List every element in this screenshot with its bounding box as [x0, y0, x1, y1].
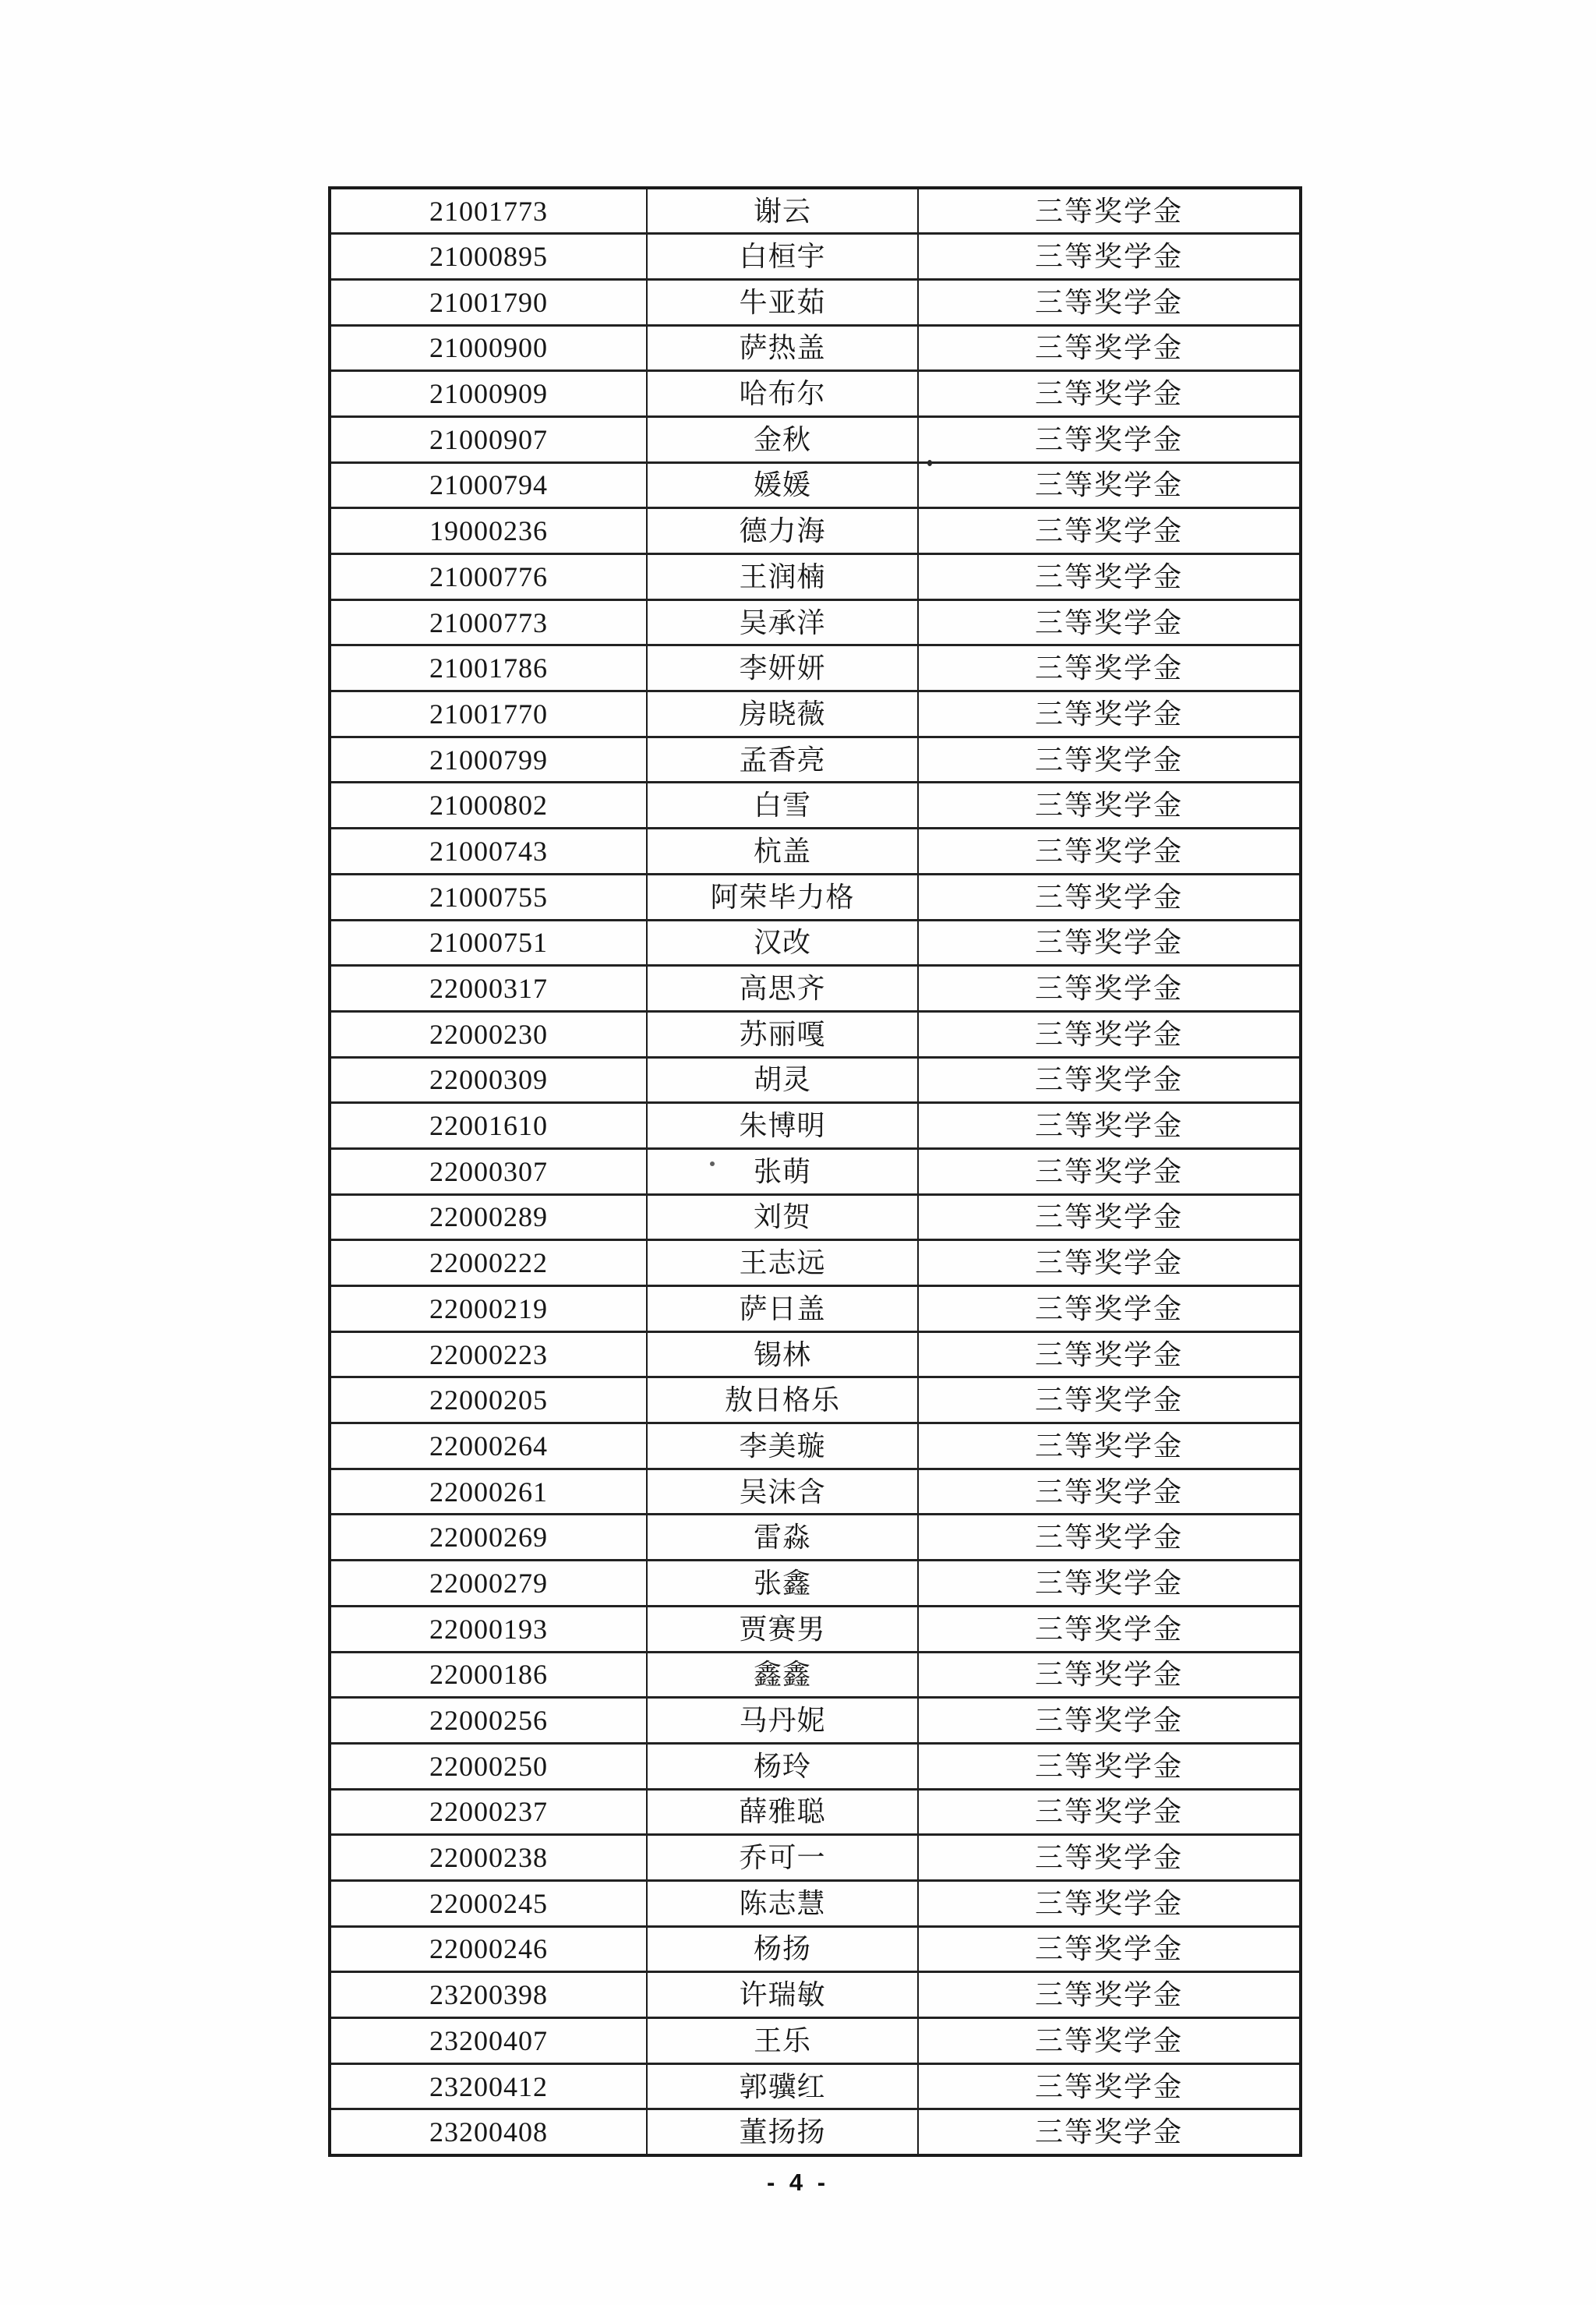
student-name-cell: 金秋 [647, 416, 918, 462]
award-level-cell: 三等奖学金 [918, 1194, 1301, 1240]
table-row [330, 1652, 1301, 1698]
student-id-cell: 21000802 [330, 783, 647, 829]
table-row [330, 1926, 1301, 1972]
student-name-cell: 朱博明 [647, 1103, 918, 1149]
student-id-cell: 21000799 [330, 737, 647, 783]
student-id-cell: 22000219 [330, 1286, 647, 1332]
student-id-cell: 21001790 [330, 279, 647, 325]
award-level-cell: 三等奖学金 [918, 1926, 1301, 1972]
award-level-cell: 三等奖学金 [918, 371, 1301, 417]
student-id-cell: 23200407 [330, 2018, 647, 2064]
student-id-cell: 21000907 [330, 416, 647, 462]
award-level-cell: 三等奖学金 [918, 234, 1301, 280]
table-row [330, 279, 1301, 325]
table-row [330, 1743, 1301, 1789]
page-number: - 4 - [766, 2169, 830, 2196]
student-id-cell: 22000269 [330, 1515, 647, 1561]
student-id-cell: 22000246 [330, 1926, 647, 1972]
award-level-cell: 三等奖学金 [918, 966, 1301, 1012]
student-id-cell: 22000307 [330, 1148, 647, 1194]
student-id-cell: 22000193 [330, 1606, 647, 1652]
award-level-cell: 三等奖学金 [918, 416, 1301, 462]
student-name-cell: 德力海 [647, 508, 918, 554]
table-row [330, 1880, 1301, 1926]
student-id-cell: 22000261 [330, 1469, 647, 1515]
award-level-cell: 三等奖学金 [918, 2063, 1301, 2109]
student-id-cell: 22000309 [330, 1057, 647, 1103]
student-name-cell: 孟香亮 [647, 737, 918, 783]
student-id-cell: 19000236 [330, 508, 647, 554]
table-row [330, 1515, 1301, 1561]
student-id-cell: 21000743 [330, 829, 647, 875]
student-name-cell: 贾赛男 [647, 1606, 918, 1652]
student-name-cell: 杨玲 [647, 1743, 918, 1789]
table-row [330, 371, 1301, 417]
table-row [330, 1835, 1301, 1881]
table-row [330, 874, 1301, 920]
student-id-cell: 22000317 [330, 966, 647, 1012]
student-id-cell: 21000776 [330, 554, 647, 600]
student-id-cell: 22000279 [330, 1561, 647, 1607]
table-row [330, 737, 1301, 783]
award-level-cell: 三等奖学金 [918, 1972, 1301, 2018]
award-level-cell: 三等奖学金 [918, 1880, 1301, 1926]
award-level-cell: 三等奖学金 [918, 188, 1301, 234]
award-level-cell: 三等奖学金 [918, 554, 1301, 600]
student-name-cell: 薛雅聪 [647, 1789, 918, 1835]
award-level-cell: 三等奖学金 [918, 645, 1301, 691]
student-id-cell: 21001786 [330, 645, 647, 691]
table-row [330, 1789, 1301, 1835]
table-row [330, 1286, 1301, 1332]
award-level-cell: 三等奖学金 [918, 737, 1301, 783]
award-level-cell: 三等奖学金 [918, 599, 1301, 645]
award-level-cell: 三等奖学金 [918, 508, 1301, 554]
table-row [330, 691, 1301, 737]
student-id-cell: 22000250 [330, 1743, 647, 1789]
table-row [330, 1423, 1301, 1469]
table-row [330, 554, 1301, 600]
award-level-cell: 三等奖学金 [918, 1240, 1301, 1286]
student-id-cell: 23200398 [330, 1972, 647, 2018]
student-id-cell: 22000222 [330, 1240, 647, 1286]
student-name-cell: 杨扬 [647, 1926, 918, 1972]
student-id-cell: 22000256 [330, 1698, 647, 1744]
student-id-cell: 21000895 [330, 234, 647, 280]
table-row [330, 1561, 1301, 1607]
student-name-cell: 李妍妍 [647, 645, 918, 691]
award-level-cell: 三等奖学金 [918, 1423, 1301, 1469]
table-row [330, 1103, 1301, 1149]
table-row [330, 2109, 1301, 2155]
table-row [330, 416, 1301, 462]
student-id-cell: 22001610 [330, 1103, 647, 1149]
student-name-cell: 乔可一 [647, 1835, 918, 1881]
student-name-cell: 王志远 [647, 1240, 918, 1286]
student-name-cell: 王润楠 [647, 554, 918, 600]
student-id-cell: 21000909 [330, 371, 647, 417]
student-name-cell: 董扬扬 [647, 2109, 918, 2155]
student-name-cell: 许瑞敏 [647, 1972, 918, 2018]
table-row [330, 1148, 1301, 1194]
table-row [330, 1331, 1301, 1377]
student-id-cell: 22000289 [330, 1194, 647, 1240]
student-id-cell: 21000773 [330, 599, 647, 645]
student-name-cell: 谢云 [647, 188, 918, 234]
student-id-cell: 21001770 [330, 691, 647, 737]
award-level-cell: 三等奖学金 [918, 1652, 1301, 1698]
student-name-cell: 苏丽嘎 [647, 1011, 918, 1057]
student-name-cell: 马丹妮 [647, 1698, 918, 1744]
student-name-cell: 敖日格乐 [647, 1377, 918, 1423]
award-level-cell: 三等奖学金 [918, 1743, 1301, 1789]
student-id-cell: 23200412 [330, 2063, 647, 2109]
student-name-cell: 张萌 [647, 1148, 918, 1194]
student-id-cell: 23200408 [330, 2109, 647, 2155]
award-level-cell: 三等奖学金 [918, 462, 1301, 508]
student-name-cell: 吴承洋 [647, 599, 918, 645]
table-row [330, 2063, 1301, 2109]
table-row [330, 1240, 1301, 1286]
table-row [330, 1469, 1301, 1515]
table-row [330, 783, 1301, 829]
award-level-cell: 三等奖学金 [918, 1057, 1301, 1103]
award-level-cell: 三等奖学金 [918, 920, 1301, 966]
table-row [330, 1972, 1301, 2018]
student-name-cell: 张鑫 [647, 1561, 918, 1607]
table-row [330, 599, 1301, 645]
student-name-cell: 牛亚茹 [647, 279, 918, 325]
student-name-cell: 锡林 [647, 1331, 918, 1377]
table-row [330, 966, 1301, 1012]
award-level-cell: 三等奖学金 [918, 1286, 1301, 1332]
student-name-cell: 白雪 [647, 783, 918, 829]
student-name-cell: 吴沫含 [647, 1469, 918, 1515]
student-id-cell: 21000751 [330, 920, 647, 966]
student-id-cell: 22000264 [330, 1423, 647, 1469]
student-name-cell: 陈志慧 [647, 1880, 918, 1926]
table-row [330, 1606, 1301, 1652]
student-id-cell: 21001773 [330, 188, 647, 234]
student-name-cell: 杭盖 [647, 829, 918, 875]
student-id-cell: 22000237 [330, 1789, 647, 1835]
table-row [330, 1194, 1301, 1240]
table-row [330, 1057, 1301, 1103]
student-name-cell: 白桓宇 [647, 234, 918, 280]
student-name-cell: 萨日盖 [647, 1286, 918, 1332]
table-row [330, 829, 1301, 875]
student-name-cell: 房晓薇 [647, 691, 918, 737]
award-level-cell: 三等奖学金 [918, 1148, 1301, 1194]
table-row [330, 920, 1301, 966]
table-row [330, 645, 1301, 691]
student-id-cell: 22000223 [330, 1331, 647, 1377]
student-id-cell: 22000205 [330, 1377, 647, 1423]
student-id-cell: 21000755 [330, 874, 647, 920]
table-row [330, 508, 1301, 554]
award-level-cell: 三等奖学金 [918, 1331, 1301, 1377]
scholarship-table [328, 186, 1302, 2157]
table-row [330, 234, 1301, 280]
student-name-cell: 郭骥红 [647, 2063, 918, 2109]
table-row [330, 325, 1301, 371]
award-level-cell: 三等奖学金 [918, 691, 1301, 737]
student-name-cell: 鑫鑫 [647, 1652, 918, 1698]
student-name-cell: 胡灵 [647, 1057, 918, 1103]
award-level-cell: 三等奖学金 [918, 1515, 1301, 1561]
student-name-cell: 高思齐 [647, 966, 918, 1012]
student-name-cell: 刘贺 [647, 1194, 918, 1240]
student-name-cell: 媛媛 [647, 462, 918, 508]
award-level-cell: 三等奖学金 [918, 1469, 1301, 1515]
award-level-cell: 三等奖学金 [918, 1789, 1301, 1835]
student-name-cell: 阿荣毕力格 [647, 874, 918, 920]
student-id-cell: 22000238 [330, 1835, 647, 1881]
award-level-cell: 三等奖学金 [918, 1561, 1301, 1607]
table-row [330, 188, 1301, 234]
table-row [330, 462, 1301, 508]
award-level-cell: 三等奖学金 [918, 829, 1301, 875]
scan-speck [710, 1161, 715, 1166]
table-row [330, 1377, 1301, 1423]
award-level-cell: 三等奖学金 [918, 783, 1301, 829]
student-id-cell: 21000900 [330, 325, 647, 371]
award-level-cell: 三等奖学金 [918, 1377, 1301, 1423]
student-name-cell: 雷淼 [647, 1515, 918, 1561]
student-name-cell: 王乐 [647, 2018, 918, 2064]
award-level-cell: 三等奖学金 [918, 874, 1301, 920]
student-id-cell: 21000794 [330, 462, 647, 508]
award-level-cell: 三等奖学金 [918, 1011, 1301, 1057]
student-name-cell: 萨热盖 [647, 325, 918, 371]
table-row [330, 1698, 1301, 1744]
student-name-cell: 李美璇 [647, 1423, 918, 1469]
table-row [330, 1011, 1301, 1057]
award-level-cell: 三等奖学金 [918, 1835, 1301, 1881]
award-level-cell: 三等奖学金 [918, 1606, 1301, 1652]
award-level-cell: 三等奖学金 [918, 2109, 1301, 2155]
table-body [330, 188, 1301, 2155]
table-row [330, 2018, 1301, 2064]
student-id-cell: 22000230 [330, 1011, 647, 1057]
award-level-cell: 三等奖学金 [918, 2018, 1301, 2064]
award-level-cell: 三等奖学金 [918, 1698, 1301, 1744]
award-level-cell: 三等奖学金 [918, 1103, 1301, 1149]
award-level-cell: 三等奖学金 [918, 325, 1301, 371]
student-name-cell: 汉改 [647, 920, 918, 966]
student-id-cell: 22000186 [330, 1652, 647, 1698]
award-level-cell: 三等奖学金 [918, 279, 1301, 325]
student-name-cell: 哈布尔 [647, 371, 918, 417]
student-id-cell: 22000245 [330, 1880, 647, 1926]
scan-speck [927, 460, 932, 466]
